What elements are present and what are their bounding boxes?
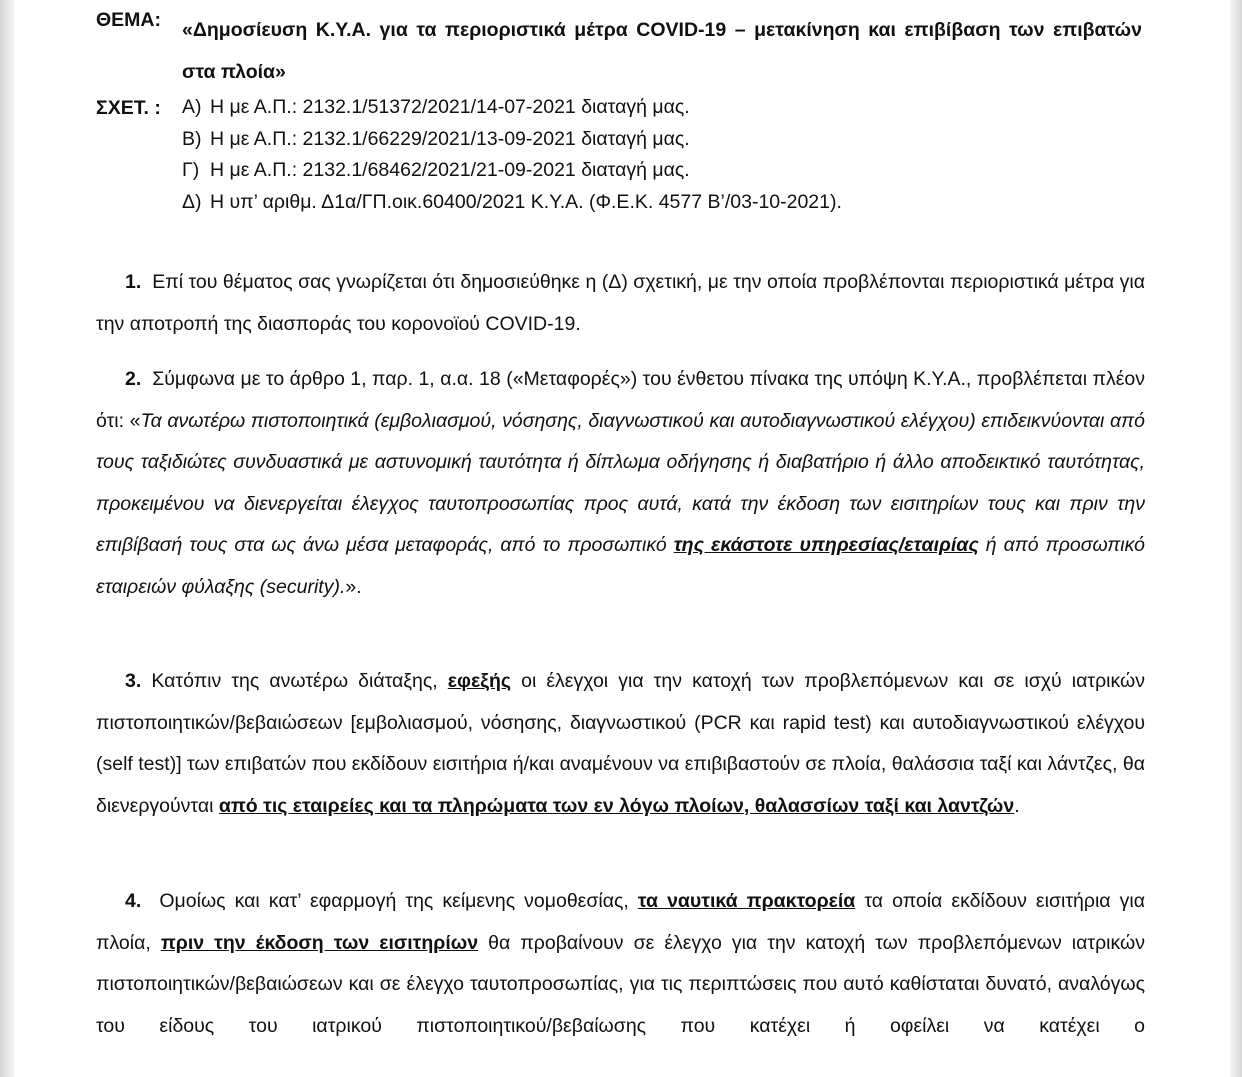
reference-item xyxy=(182,155,842,187)
paragraph-number: 2. xyxy=(125,368,142,390)
reference-letter: Β) xyxy=(182,127,202,150)
reference-text: Η με Α.Π.: 2132.1/66229/2021/13-09-2021 διαταγή μας. xyxy=(210,127,690,150)
emphasized-text: εφεξής xyxy=(447,670,511,692)
reference-text: Η με Α.Π.: 2132.1/68462/2021/21-09-2021 διαταγή μας. xyxy=(210,159,690,181)
subject-label: ΘΕΜΑ: xyxy=(96,9,161,31)
quoted-text: Τα ανωτέρω πιστοποιητικά (εμβολιασμού, νόσησης, διαγνωστικού και αυτοδιαγνωστικού ελέγχου) επιδεικνύονται από τους ταξιδιώτες συνδυαστικά με αστυνομική ταυτότητα ή δίπλωμα οδήγησης ή διαβατήριο ή άλλο αποδεικτικό ταυτότητας, προκειμένου να διενεργείται έλεγχος ταυτοπροσωπίας προς αυτά, κατά την έκδοση των εισιτηρίων τους και πριν την επιβίβασή τους στα ως άνω μέσα μεταφοράς, από το προσωπικό xyxy=(96,409,1145,556)
reference-letter: Δ) xyxy=(182,190,202,213)
paragraph-text: Κατόπιν της ανωτέρω διάταξης, xyxy=(151,670,448,692)
reference-text: Η με Α.Π.: 2132.1/51372/2021/14-07-2021 διαταγή μας. xyxy=(210,96,690,118)
reference-item xyxy=(182,92,842,124)
emphasized-text: τα ναυτικά πρακτορεία xyxy=(637,890,856,912)
paragraph-3 xyxy=(96,661,1145,827)
reference-item xyxy=(182,124,842,156)
subject-text: «Δημοσίευση Κ.Υ.Α. για τα περιοριστικά μέτρα COVID-19 – μετακίνηση και επιβίβαση των επιβατών στα πλοία» xyxy=(182,19,1142,83)
paragraph-text: Σύμφωνα με το άρθρο 1, παρ. 1, α.α. 18 («Μεταφορές») του ένθετου πίνακα της υπόψη Κ.Υ.Α., προβλέπεται πλέον ότι: « xyxy=(96,368,1145,432)
paragraph-number: 4. xyxy=(125,890,142,912)
emphasized-text: από τις εταιρείες και τα πληρώματα των εν λόγω πλοίων, θαλασσίων ταξί και λαντζών xyxy=(218,794,1015,817)
emphasized-text: της εκάστοτε υπηρεσίας/εταιρίας xyxy=(673,534,979,556)
paragraph-1 xyxy=(96,262,1145,345)
references-block xyxy=(96,92,1146,242)
paragraph-number: 1. xyxy=(125,271,142,293)
paragraph-2 xyxy=(96,359,1145,608)
reference-item xyxy=(182,187,842,219)
paragraph-4 xyxy=(96,881,1145,1047)
paragraph-text: Επί του θέματος σας γνωρίζεται ότι δημοσιεύθηκε η (Δ) σχετική, με την οποία προβλέπονται περιοριστικά μέτρα για την αποτροπή της διασποράς του κορονοϊού COVID-19. xyxy=(96,271,1145,335)
reference-letter: Α) xyxy=(182,96,202,118)
paragraph-text: Ομοίως και κατ’ εφαρμογή της κείμενης νομοθεσίας, xyxy=(159,890,638,912)
page-edge-left xyxy=(0,0,14,1077)
reference-text: Η υπ’ αριθμ. Δ1α/ΓΠ.οικ.60400/2021 Κ.Υ.Α. (Φ.Ε.Κ. 4577 Β’/03-10-2021). xyxy=(210,190,842,213)
reference-letter: Γ) xyxy=(182,159,200,181)
paragraph-text: ». xyxy=(345,575,362,598)
document-page xyxy=(96,0,1146,1037)
references-list xyxy=(182,92,842,218)
paragraph-text: θα προβαίνουν σε έλεγχο για την κατοχή των προβλεπόμενων ιατρικών πιστοποιητικών/βεβαιώσεων και σε έλεγχο ταυτοπροσωπίας, για τις περιπτώσεις που αυτό καθίσταται δυνατό, αναλόγως του είδους του ιατρικού πιστοποιητικού/βεβαίωσης που κατέχει ή οφείλει να κατέχει ο xyxy=(96,931,1145,1037)
quoted-text: ή από προσωπικό εταιρειών φύλαξης (security). xyxy=(96,534,1145,598)
emphasized-text: πριν την έκδοση των εισιτηρίων xyxy=(160,931,479,954)
subject-block xyxy=(96,0,1146,92)
paragraph-number: 3. xyxy=(125,670,142,692)
paragraph-text: . xyxy=(1014,794,1020,817)
references-label: ΣΧΕΤ. : xyxy=(96,97,161,119)
paragraph-text: τα οποία εκδίδουν εισιτήρια για πλοία, xyxy=(96,890,1145,954)
page-edge-right xyxy=(1230,0,1242,1077)
paragraph-text: οι έλεγχοι για την κατοχή των προβλεπόμενων και σε ισχύ ιατρικών πιστοποιητικών/βεβαιώσεων [εμβολιασμού, νόσησης, διαγνωστικού (PCR και rapid test) και αυτοδιαγνωστικού ελέγχου (self test)] των επιβατών που εκδίδουν εισιτήρια ή/και αναμένουν να επιβιβαστούν σε πλοία, θαλάσσια ταξί και λάντζες, θα διενεργούνται xyxy=(96,670,1145,817)
